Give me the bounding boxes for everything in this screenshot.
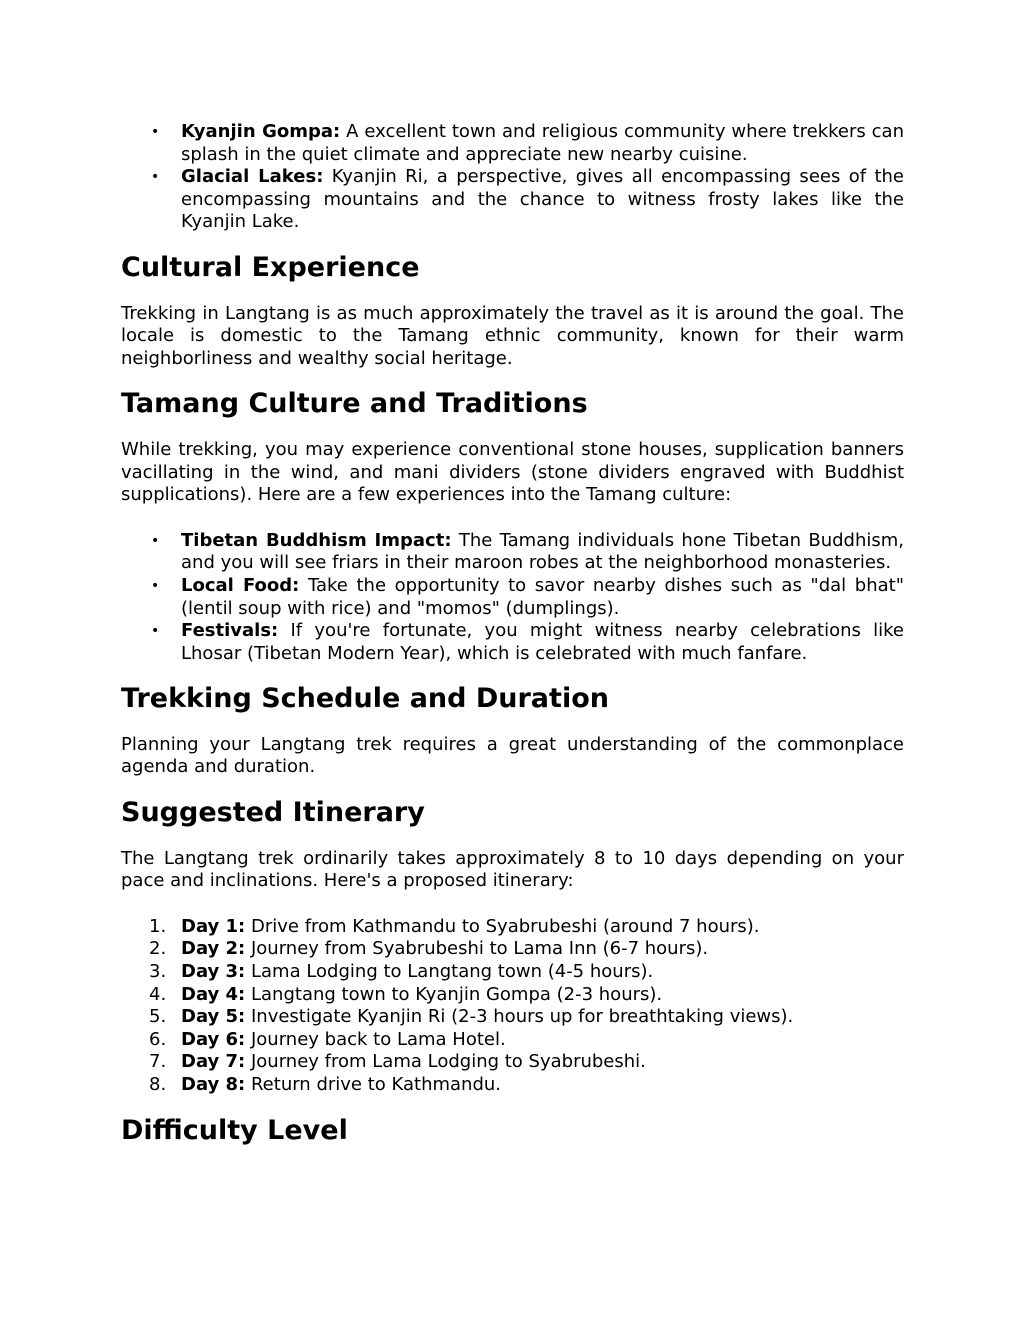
bullet-icon: • — [151, 532, 160, 549]
item-text: Langtang town to Kyanjin Gompa (2-3 hours). — [245, 983, 663, 1005]
list-number: 5. — [149, 1006, 167, 1028]
list-item — [121, 121, 904, 166]
item-text: Lama Lodging to Langtang town (4-5 hours). — [245, 961, 654, 983]
item-label: Day 1: — [181, 915, 246, 937]
bullet-icon: • — [151, 169, 160, 186]
attractions-list — [121, 121, 904, 234]
list-item — [121, 984, 904, 1007]
body-paragraph: Trekking in Langtang is as much approximately the travel as it is around the goal. The locale is domestic to the Tamang ethnic community, known for their warm neighborliness and wealthy social heritage. — [121, 302, 904, 369]
list-item — [121, 575, 904, 620]
list-item — [121, 1006, 904, 1029]
item-label: Tibetan Buddhism Impact: — [181, 529, 452, 551]
section-heading: Cultural Experience — [121, 251, 420, 283]
item-text: If you're fortunate, you might witness nearby celebrations like Lhosar (Tibetan Modern Year), which is celebrated with much fanfare. — [181, 620, 904, 664]
section-heading: Difficulty Level — [121, 1114, 348, 1146]
item-label: Glacial Lakes: — [181, 166, 324, 188]
item-label: Day 8: — [181, 1074, 246, 1095]
item-label: Local Food: — [181, 574, 300, 596]
body-paragraph: The Langtang trek ordinarily takes approximately 8 to 10 days depending on your pace and inclinations. Here's a proposed itinerary: — [121, 847, 904, 892]
section-heading: Trekking Schedule and Duration — [121, 683, 609, 715]
section-heading: Suggested Itinerary — [121, 797, 425, 829]
body-paragraph: Planning your Langtang trek requires a great understanding of the commonplace agenda and duration. — [121, 733, 904, 778]
item-text: Kyanjin Ri, a perspective, gives all encompassing sees of the encompassing mountains and the chance to witness frosty lakes like the Kyanjin Lake. — [181, 166, 904, 233]
list-item — [121, 1029, 904, 1052]
item-text: Return drive to Kathmandu. — [245, 1074, 502, 1095]
item-text: Investigate Kyanjin Ri (2-3 hours up for breathtaking views). — [245, 1006, 794, 1028]
list-item — [121, 1051, 904, 1074]
item-label: Day 4: — [181, 983, 246, 1005]
list-number: 2. — [149, 938, 167, 960]
item-text: The Tamang individuals hone Tibetan Buddhism, and you will see friars in their maroon robes at the neighborhood monasteries. — [181, 529, 905, 574]
bullet-icon: • — [151, 124, 160, 140]
item-text: A excellent town and religious community where trekkers can splash in the quiet climate and appreciate new nearby cuisine. — [181, 121, 904, 165]
list-item — [121, 1074, 904, 1097]
list-number: 7. — [149, 1051, 167, 1073]
item-text: Take the opportunity to savor nearby dishes such as "dal bhat" (lentil soup with rice) and "momos" (dumplings). — [181, 574, 904, 619]
item-text: Journey back to Lama Hotel. — [245, 1028, 506, 1050]
list-number: 6. — [149, 1028, 167, 1050]
list-item — [121, 166, 904, 234]
list-item — [121, 530, 904, 575]
item-label: Day 3: — [181, 961, 246, 983]
item-label: Day 5: — [181, 1006, 246, 1028]
item-text: Journey from Lama Lodging to Syabrubeshi. — [245, 1051, 646, 1073]
item-text: Journey from Syabrubeshi to Lama Inn (6-7 hours). — [245, 938, 709, 960]
item-label: Festivals: — [181, 620, 279, 642]
list-number: 1. — [149, 915, 167, 937]
document-page — [121, 121, 905, 1146]
list-item — [121, 961, 904, 984]
item-text: Drive from Kathmandu to Syabrubeshi (around 7 hours). — [245, 915, 760, 937]
body-paragraph: While trekking, you may experience conventional stone houses, supplication banners vacillating in the wind, and mani dividers (stone dividers engraved with Buddhist supplications). Here are a few experiences into the Tamang culture: — [121, 438, 904, 506]
bullet-icon: • — [151, 577, 160, 594]
itinerary-list — [121, 916, 904, 1097]
item-label: Kyanjin Gompa: — [181, 121, 341, 142]
section-heading: Tamang Culture and Traditions — [121, 388, 588, 420]
item-label: Day 2: — [181, 938, 246, 960]
list-number: 3. — [149, 961, 167, 983]
list-item — [121, 916, 904, 939]
list-number: 8. — [149, 1074, 167, 1095]
item-label: Day 7: — [181, 1051, 246, 1073]
list-item — [121, 620, 904, 665]
list-number: 4. — [149, 983, 167, 1005]
item-label: Day 6: — [181, 1028, 246, 1050]
bullet-icon: • — [151, 623, 160, 640]
tamang-culture-list — [121, 530, 904, 666]
list-item — [121, 938, 904, 961]
